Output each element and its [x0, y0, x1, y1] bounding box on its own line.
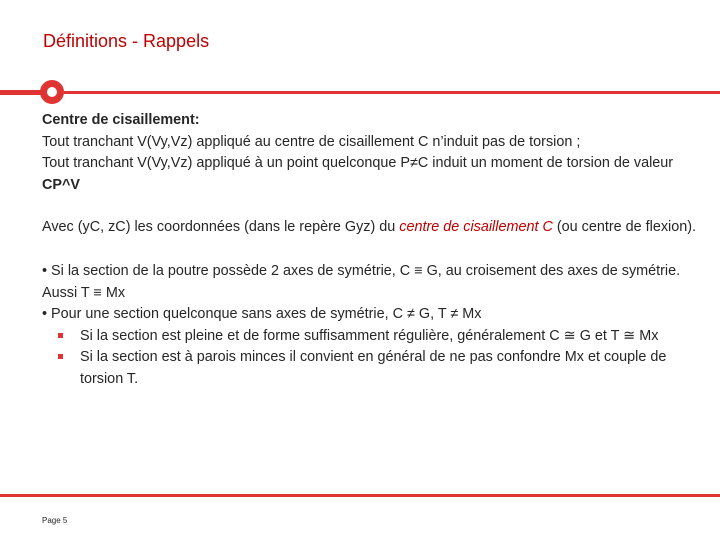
coordinates-text-after: (ou centre de flexion).	[552, 219, 697, 236]
page-title: Définitions - Rappels	[43, 31, 210, 51]
header-rule-left	[0, 90, 42, 95]
sub-bullet-thin-walled	[42, 347, 702, 390]
square-bullet-icon	[58, 333, 63, 338]
page-number: Page 5	[42, 516, 68, 525]
coordinates-text-before: Avec (yC, zC) les coordonnées (dans le repère Gyz) du	[42, 219, 400, 236]
definition-line-2	[42, 153, 702, 196]
sub-bullet-solid-text: Si la section est pleine et de forme suffisamment régulière, généralement C ≅ G et T ≅ Mx	[80, 327, 659, 344]
bullet-symmetric-section: • Si la section de la poutre possède 2 axes de symétrie, C ≡ G, au croisement des axes de symétrie. Aussi T ≡ Mx	[42, 262, 681, 301]
shear-center-term: centre de cisaillement C	[399, 219, 553, 236]
sub-bullet-solid-section	[42, 326, 702, 348]
definition-line-2-text: Tout tranchant V(Vy,Vz) appliqué à un point quelconque P≠C induit un moment de torsion de valeur	[42, 155, 674, 172]
header-rule-right	[64, 91, 720, 94]
definition-line-1: Tout tranchant V(Vy,Vz) appliqué au centre de cisaillement C n’induit pas de torsion ;	[42, 133, 581, 150]
bullet-general-section: • Pour une section quelconque sans axes de symétrie, C ≠ G, T ≠ Mx	[42, 306, 482, 323]
square-bullet-icon	[58, 354, 63, 359]
torsion-moment-formula: CP^V	[42, 176, 80, 193]
footer-rule	[0, 494, 720, 497]
sub-bullet-thin-walled-text: Si la section est à parois minces il convient en général de ne pas confondre Mx et couple de torsion T.	[80, 349, 667, 387]
header-circle-ornament	[40, 80, 64, 104]
slide-body	[42, 110, 702, 391]
section-heading: Centre de cisaillement:	[42, 112, 200, 128]
coordinates-paragraph	[42, 217, 702, 239]
